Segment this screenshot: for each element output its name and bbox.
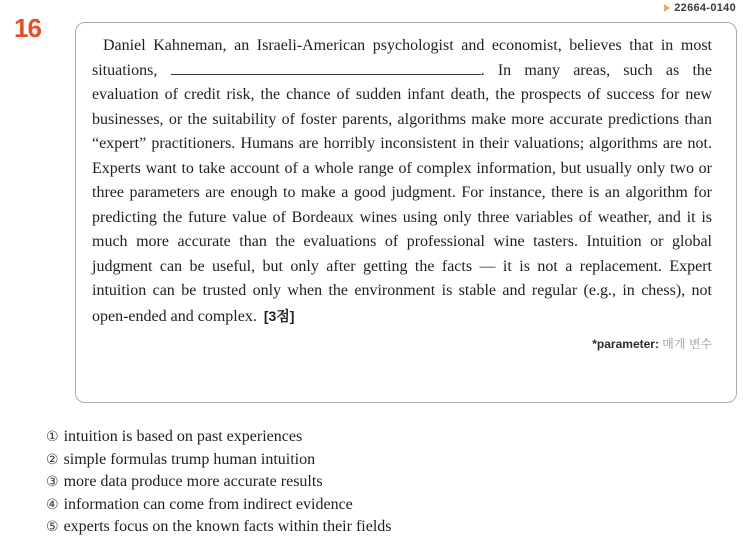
choice-option-3[interactable] <box>46 471 391 494</box>
question-code-label: 22664-0140 <box>674 2 736 14</box>
choice-list <box>46 426 391 539</box>
points-label: [3점] <box>263 307 295 324</box>
choice-option-5[interactable] <box>46 516 391 539</box>
choice-text-5: experts focus on the known facts within their fields <box>63 518 392 536</box>
choice-option-2[interactable] <box>46 449 391 472</box>
passage-after-blank: . In many areas, such as the evaluation of credit risk, the chance of sudden infant death, the prospects of success for new businesses, or the suitability of foster parents, algorithms make more accurate predictions than “expert” practitioners. Humans are horribly inconsistent in their valuations; algorithms are not. Experts want to take account of a whole range of complex information, but usually only two or three parameters are enough to make a good judgment. For instance, there is an algorithm for predicting the future value of Bordeaux wines using only three variables of weather, and it is much more accurate than the evaluations of professional wine tasters. Intuition or global judgment can be useful, but only after getting the facts — it is not a replacement. Expert intuition can be trusted only when the environment is stable and regular (e.g., in chess), not open-ended and complex. <box>92 61 713 325</box>
passage-before-blank: Daniel Kahneman, an Israeli-American psychologist and economist, believes that in most situations, <box>92 37 712 79</box>
choice-option-4[interactable] <box>46 494 391 517</box>
choice-marker-2: ② <box>46 451 59 468</box>
passage-box <box>75 22 737 403</box>
footnote <box>92 335 712 352</box>
choice-text-3: more data produce more accurate results <box>63 473 323 491</box>
answer-blank <box>171 74 481 75</box>
choice-marker-1: ① <box>46 429 59 445</box>
question-code <box>664 2 736 14</box>
choice-marker-3: ③ <box>46 474 59 491</box>
footnote-term: *parameter: <box>592 337 659 351</box>
footnote-definition: 매개 변수 <box>662 337 712 351</box>
choice-marker-5: ⑤ <box>46 519 59 536</box>
choice-text-4: information can come from indirect evidence <box>63 495 353 513</box>
arrow-right-icon <box>664 4 670 12</box>
question-number: 16 <box>14 13 41 43</box>
passage-text <box>92 34 712 329</box>
choice-text-1: intuition is based on past experiences <box>63 428 303 445</box>
choice-option-1[interactable] <box>46 426 391 449</box>
choice-text-2: simple formulas trump human intuition <box>63 450 316 468</box>
choice-marker-4: ④ <box>46 496 59 513</box>
